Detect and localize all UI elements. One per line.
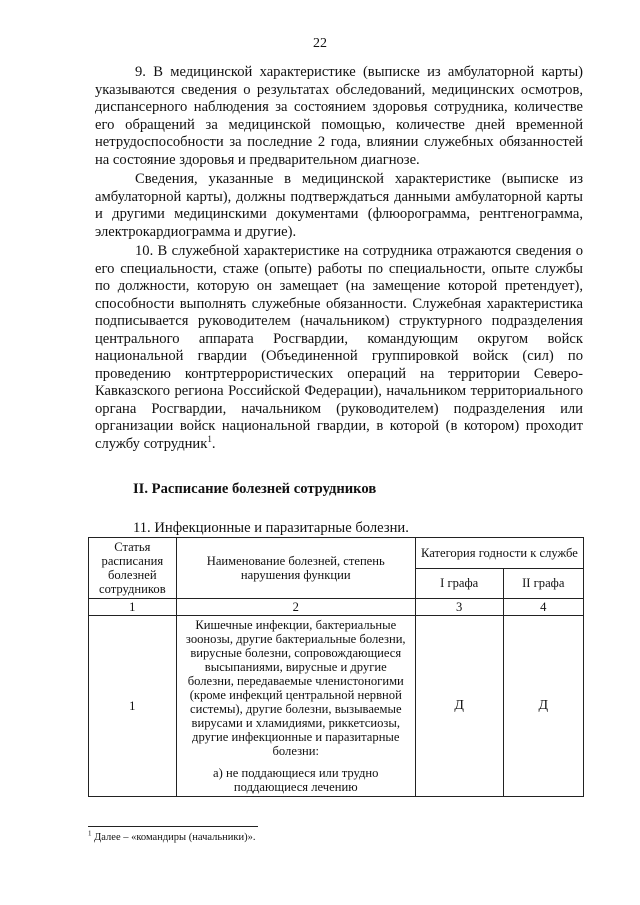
header-category: Категория годности к службе: [415, 538, 583, 569]
footnote-reference: 1: [207, 433, 212, 444]
column-number: 3: [415, 599, 503, 616]
row-article: 1: [89, 616, 177, 797]
header-graph-2: II графа: [503, 568, 583, 599]
row-disease-text: Кишечные инфекции, бактериальные зоонозы, другие бактериальные болезни, вирусные болезни, сопровождающиеся высыпаниями, вирусные и другие болезни, передаваемые членистоногими (кроме инфекций центральной нервной системы), другие болезни, вызываемые вирусами и хламидиями, риккетсиозы, другие инфекционные и паразитарные болезни:: [185, 618, 406, 758]
column-number: 1: [89, 599, 177, 616]
footnote-marker: 1: [88, 829, 92, 838]
table-column-numbers: [89, 599, 584, 616]
table-header-row: [89, 538, 584, 569]
section-heading: II. Расписание болезней сотрудников: [133, 481, 377, 497]
row-disease-name: [176, 616, 415, 797]
page-number: 22: [313, 36, 327, 51]
paragraph-evidence: Сведения, указанные в медицинской характеристике (выписке из амбулаторной карты), должны подтверждаться данными амбулаторной карты и другими медицинскими документами (флюорограмма, рентгенограмма, электрокардиограмма и другие).: [95, 171, 583, 240]
paragraph-9: 9. В медицинской характеристике (выписке из амбулаторной карты) указываются сведения о результатах обследований, медицинских осмотров, диспансерного наблюдения за состоянием здоровья сотрудника, количестве его обращений за медицинской помощью, количестве дней временной нетрудоспособности за последние 2 года, влиянии служебных обязанностей на состояние здоровья и предварительном диагнозе.: [95, 64, 583, 168]
header-graph-1: I графа: [415, 568, 503, 599]
header-name: Наименование болезней, степень нарушения функции: [176, 538, 415, 599]
column-number: 2: [176, 599, 415, 616]
footnote: [88, 829, 256, 843]
row-disease-subitem: а) не поддающиеся или трудно поддающиеся лечению: [213, 766, 379, 794]
footnote-divider: [88, 826, 258, 827]
header-article: Статья расписания болезней сотрудников: [89, 538, 177, 599]
table-row: [89, 616, 584, 797]
disease-schedule-table: [88, 537, 584, 797]
paragraph-10-text: 10. В служебной характеристике на сотрудника отражаются сведения о его специальности, стаже (опыте) работы по специальности, опыте службы по должности, которую он замещает (на замещение которой претендует), способности выполнять служебные обязанности. Служебная характеристика подписывается руководителем (начальником) структурного подразделения центрального аппарата Росгвардии, командующим округом войск национальной гвардии (Объединенной группировкой войск (сил) по проведению контртеррористических операций на территории Северо-Кавказского региона Российской Федерации), начальником территориального органа Росгвардии, начальником (руководителем) подразделения или организации войск национальной гвардии, в которой (в котором) проходит службу сотрудник: [95, 243, 583, 452]
row-category-graph-2: Д: [503, 616, 583, 797]
subheading-infectious: 11. Инфекционные и паразитарные болезни.: [133, 519, 409, 536]
column-number: 4: [503, 599, 583, 616]
row-category-graph-1: Д: [415, 616, 503, 797]
footnote-text: Далее – «командиры (начальники)».: [91, 832, 256, 843]
document-body: [95, 64, 583, 537]
paragraph-10: 10. В служебной характеристике на сотрудника отражаются сведения о его специальности, стаже (опыте) работы по специальности, опыте службы по должности, которую он замещает (на замещение которой претендует), способности выполнять служебные обязанности. Служебная характеристика подписывается руководителем (начальником) структурного подразделения центрального аппарата Росгвардии, командующим округом войск национальной гвардии (Объединенной группировкой войск (сил) по проведению контртеррористических операций на территории Северо-Кавказского региона Российской Федерации), начальником территориального органа Росгвардии, начальником (руководителем) подразделения или организации войск национальной гвардии, в которой (в котором) проходит службу сотрудник$^1$.: [95, 243, 583, 452]
